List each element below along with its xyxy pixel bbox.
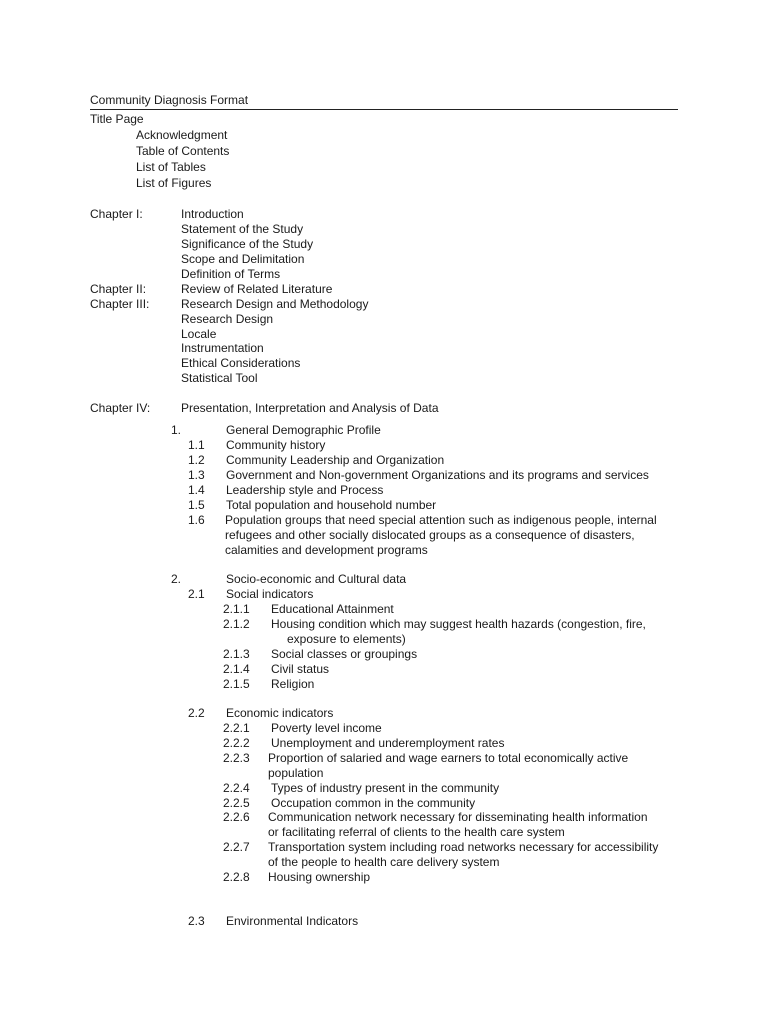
chapter-label: Chapter I: (90, 207, 143, 221)
item-number: 2.2.1 (223, 721, 250, 735)
chapter-item: Significance of the Study (181, 237, 314, 251)
item-text: Government and Non-government Organizations and its programs and services (226, 468, 649, 482)
chapter-title: Presentation, Interpretation and Analysis of Data (181, 401, 439, 415)
item-text: Religion (271, 677, 315, 691)
chapter-title: Introduction (181, 207, 244, 221)
item-number: 2.1.1 (223, 602, 250, 616)
item-text: Educational Attainment (271, 602, 394, 616)
item-number: 2.1.5 (223, 677, 250, 691)
front-matter-item: Acknowledgment (136, 128, 228, 142)
item-number: 1.4 (188, 483, 205, 497)
chapter-title: Research Design and Methodology (181, 297, 369, 311)
chapter-item: Scope and Delimitation (181, 252, 305, 266)
item-text-continued: calamities and development programs (225, 543, 428, 557)
item-text-continued: refugees and other socially dislocated groups as a consequence of disasters, (225, 528, 635, 542)
item-number: 2.2.4 (223, 781, 250, 795)
subsection-title: Economic indicators (226, 706, 334, 720)
item-number: 2.1.3 (223, 647, 250, 661)
subsection-number: 2.2 (188, 706, 205, 720)
item-text: Community history (226, 438, 326, 452)
item-number: 2.1.4 (223, 662, 250, 676)
item-text: Poverty level income (271, 721, 382, 735)
item-number: 2.2.3 (223, 751, 250, 765)
title-underline (90, 109, 678, 110)
front-matter-item: List of Figures (136, 176, 212, 190)
chapter-item: Instrumentation (181, 341, 264, 355)
item-text: Housing ownership (268, 870, 371, 884)
item-text: Transportation system including road networks necessary for accessibility (268, 840, 659, 854)
item-text: Types of industry present in the community (271, 781, 500, 795)
item-number: 2.2.5 (223, 796, 250, 810)
item-text: Population groups that need special attention such as indigenous people, internal (225, 513, 657, 527)
item-text: Leadership style and Process (226, 483, 384, 497)
subsection-number: 2.1 (188, 587, 205, 601)
item-number: 1.3 (188, 468, 205, 482)
item-text-continued: of the people to health care delivery system (268, 855, 500, 869)
chapter-item: Research Design (181, 312, 274, 326)
item-number: 2.2.6 (223, 810, 250, 824)
item-number: 2.2.8 (223, 870, 250, 884)
item-text: Proportion of salaried and wage earners to total economically active (268, 751, 629, 765)
chapter-item: Locale (181, 327, 217, 341)
subsection-number: 2.3 (188, 914, 205, 928)
section-title: General Demographic Profile (226, 423, 381, 437)
item-number: 2.2.2 (223, 736, 250, 750)
chapter-item: Definition of Terms (181, 267, 281, 281)
item-text: Unemployment and underemployment rates (271, 736, 505, 750)
chapter-item: Ethical Considerations (181, 356, 301, 370)
item-number: 1.5 (188, 498, 205, 512)
item-number: 1.6 (188, 513, 205, 527)
chapter-label: Chapter II: (90, 282, 147, 296)
item-number: 2.2.7 (223, 840, 250, 854)
section-number: 1. (171, 423, 182, 437)
item-text: Civil status (271, 662, 330, 676)
chapter-label: Chapter III: (90, 297, 150, 311)
subsection-title: Social indicators (226, 587, 314, 601)
item-number: 1.2 (188, 453, 205, 467)
item-number: 2.1.2 (223, 617, 250, 631)
title-page-entry: Title Page (90, 112, 144, 126)
front-matter-item: List of Tables (136, 160, 206, 174)
item-text: Communication network necessary for disseminating health information (268, 810, 648, 824)
item-text: Total population and household number (226, 498, 437, 512)
chapter-item: Statistical Tool (181, 371, 258, 385)
item-text-continued: or facilitating referral of clients to the health care system (268, 825, 565, 839)
item-number: 1.1 (188, 438, 205, 452)
section-title: Socio-economic and Cultural data (226, 572, 407, 586)
section-number: 2. (171, 572, 182, 586)
item-text: Occupation common in the community (271, 796, 476, 810)
chapter-item: Statement of the Study (181, 222, 304, 236)
chapter-label: Chapter IV: (90, 401, 151, 415)
item-text: Housing condition which may suggest health hazards (congestion, fire, (271, 617, 646, 631)
chapter-title: Review of Related Literature (181, 282, 333, 296)
item-text-continued: population (268, 766, 324, 780)
subsection-title: Environmental Indicators (226, 914, 359, 928)
front-matter-item: Table of Contents (136, 144, 230, 158)
item-text: Social classes or groupings (271, 647, 418, 661)
item-text-continued: exposure to elements) (287, 632, 406, 646)
item-text: Community Leadership and Organization (226, 453, 445, 467)
document-title: Community Diagnosis Format (90, 93, 249, 107)
